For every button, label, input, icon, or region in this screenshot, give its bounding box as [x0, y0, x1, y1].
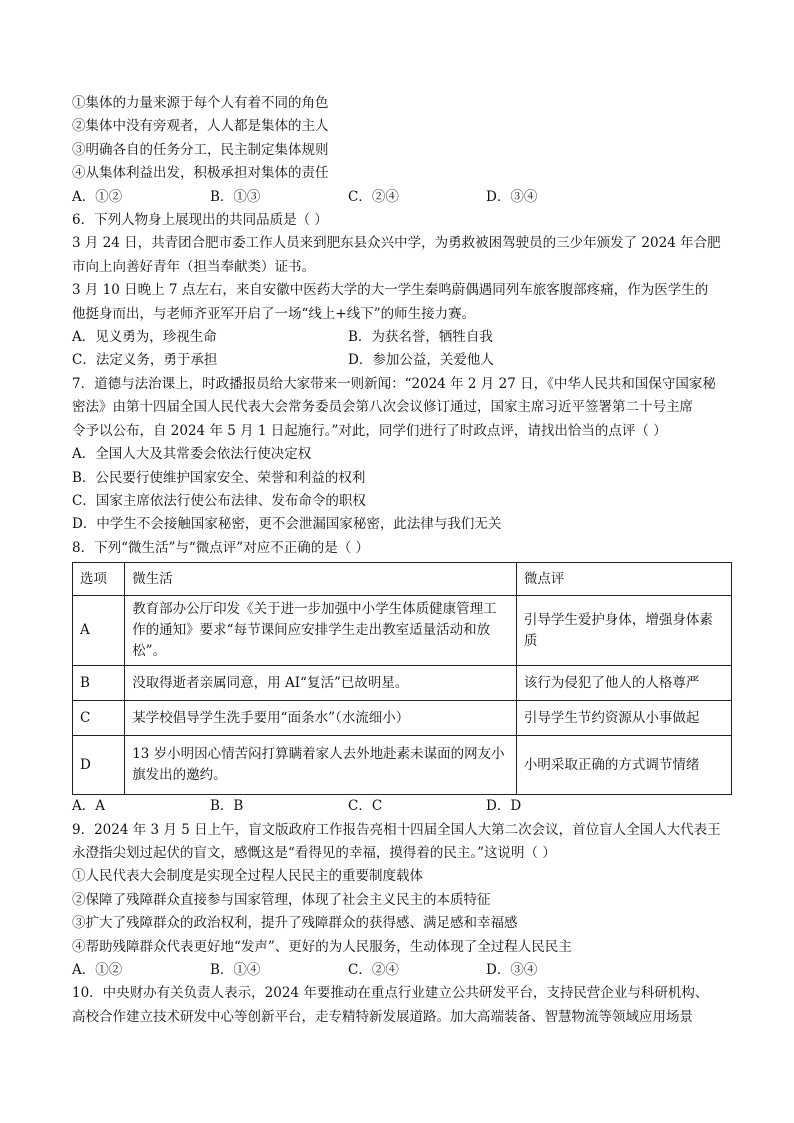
table-row	[73, 666, 732, 701]
q9-line-1: 9．2024 年 3 月 5 日上午，盲文版政府工作报告亮相十四届全国人大第二次会议，首位盲人全国人大代表王	[72, 821, 721, 838]
q5-item-1: ①集体的力量来源于每个人有着不同的角色	[72, 95, 329, 111]
question-8	[72, 537, 732, 819]
q6-options-row-2	[72, 349, 732, 372]
q9-line-2: 永澄指尖划过起伏的盲文，感慨这是“看得见的幸福，摸得着的民主。”这说明（ ）	[72, 844, 556, 861]
q5-item-2: ②集体中没有旁观者，人人都是集体的主人	[72, 118, 329, 135]
row-a-life: 教育部办公厅印发《关于进一步加强中小学生体质健康管理工作的通知》要求“每节课间应安排学生走出教室适量活动和放松”。	[125, 596, 517, 666]
q9-option-a[interactable]: A．①②	[72, 961, 123, 978]
q7-option-a[interactable]: A．全国人大及其常委会依法行使决定权	[72, 446, 312, 463]
q10-line-1: 10．中央财办有关负责人表示，2024 年要推动在重点行业建立公共研发平台，支持民营企业与科研机构、	[72, 985, 709, 1002]
q5-item-4: ④从集体利益出发，积极承担对集体的责任	[72, 165, 329, 182]
q7-line-2: 密法》由第十四届全国人民代表大会常务委员会第八次会议修订通过，国家主席习近平签署第二十号主席	[72, 399, 693, 416]
q9-item-2: ②保障了残障群众直接参与国家管理，体现了社会主义民主的本质特征	[72, 891, 491, 908]
row-a-option: A	[73, 596, 125, 666]
q6-option-b[interactable]: B．为获名誉，牺牲自我	[348, 329, 493, 346]
exam-page	[72, 92, 732, 1029]
row-c-comment: 引导学生节约资源从小事做起	[516, 701, 731, 736]
table-row	[73, 596, 732, 666]
q6-line-2: 市向上向善好青年（担当奉献类）证书。	[72, 258, 315, 275]
q7-option-c[interactable]: C．国家主席依法行使公布法律、发布命令的职权	[72, 492, 366, 509]
question-9	[72, 819, 732, 983]
q7-line-1: 7．道德与法治课上，时政播报员给大家带来一则新闻：“2024 年 2 月 27 日，《中华人民共和国保守国家秘	[72, 375, 716, 392]
row-b-life: 没取得逝者亲属同意，用 AI“复活”已故明星。	[125, 666, 517, 701]
q8-option-d[interactable]: D．D	[486, 798, 522, 815]
q6-line-4: 他挺身而出，与老师齐亚军开启了一场“线上+线下”的师生接力赛。	[72, 305, 476, 322]
q9-item-3: ③扩大了残障群众的政治权利，提升了残障群众的获得感、满足感和幸福感	[72, 915, 518, 932]
q8-table	[72, 562, 732, 795]
row-c-life: 某学校倡导学生洗手要用“面条水”（水流细小）	[125, 701, 517, 736]
q8-option-c[interactable]: C．C	[348, 798, 383, 815]
q6-line-1: 3 月 24 日，共青团合肥市委工作人员来到肥东县众兴中学，为勇救被困驾驶员的三少年颁发了 2024 年合肥	[72, 235, 721, 252]
q5-option-b[interactable]: B．①③	[210, 188, 261, 205]
q5-item-3: ③明确各自的任务分工，民主制定集体规则	[72, 141, 329, 158]
row-c-option: C	[73, 701, 125, 736]
q9-option-d[interactable]: D．③④	[486, 961, 538, 978]
row-b-comment: 该行为侵犯了他人的人格尊严	[516, 666, 731, 701]
q5-option-c[interactable]: C．②④	[348, 188, 399, 205]
q9-option-c[interactable]: C．②④	[348, 961, 399, 978]
q9-options	[72, 959, 732, 982]
q6-stem: 6．下列人物身上展现出的共同品质是（ ）	[72, 212, 328, 229]
question-7	[72, 373, 732, 537]
header-life: 微生活	[125, 563, 517, 596]
q5-option-a[interactable]: A．①②	[72, 188, 123, 205]
table-header-row	[73, 563, 732, 596]
question-5	[72, 92, 732, 209]
question-10	[72, 982, 732, 1029]
question-6	[72, 209, 732, 373]
q6-options-row-1	[72, 326, 732, 349]
row-d-comment: 小明采取正确的方式调节情绪	[516, 736, 731, 795]
q8-options	[72, 795, 732, 818]
table-row	[73, 701, 732, 736]
header-comment: 微点评	[516, 563, 731, 596]
q8-option-a[interactable]: A．A	[72, 798, 105, 815]
header-option: 选项	[73, 563, 125, 596]
row-b-option: B	[73, 666, 125, 701]
q7-option-d[interactable]: D．中学生不会接触国家秘密，更不会泄漏国家秘密，此法律与我们无关	[72, 516, 502, 533]
q8-option-b[interactable]: B．B	[210, 798, 244, 815]
q9-item-4: ④帮助残障群众代表更好地“发声”、更好的为人民服务，生动体现了全过程人民民主	[72, 938, 572, 955]
q7-line-3: 令予以公布，自 2024 年 5 月 1 日起施行。”对此，同学们进行了时政点评，请找出恰当的点评（ ）	[72, 422, 667, 439]
q9-item-1: ①人民代表大会制度是实现全过程人民民主的重要制度载体	[72, 868, 423, 885]
q5-options	[72, 186, 732, 209]
q6-option-d[interactable]: D．参加公益，关爱他人	[348, 352, 494, 369]
q5-option-d[interactable]: D．③④	[486, 188, 538, 205]
q9-option-b[interactable]: B．①④	[210, 961, 261, 978]
q7-option-b[interactable]: B．公民要行使维护国家安全、荣誉和利益的权利	[72, 469, 366, 486]
q8-stem: 8．下列“微生活”与“微点评”对应不正确的是（ ）	[72, 539, 369, 556]
row-d-option: D	[73, 736, 125, 795]
q6-option-c[interactable]: C．法定义务，勇于承担	[72, 352, 218, 369]
q6-option-a[interactable]: A．见义勇为，珍视生命	[72, 329, 217, 346]
table-row	[73, 736, 732, 795]
q10-line-2: 高校合作建立技术研发中心等创新平台，走专精特新发展道路。加大高端装备、智慧物流等领域应用场景	[72, 1008, 693, 1025]
row-d-life: 13 岁小明因心情苦闷打算瞒着家人去外地赴素未谋面的网友小旗发出的邀约。	[125, 736, 517, 795]
row-a-comment: 引导学生爱护身体，增强身体素质	[516, 596, 731, 666]
q6-line-3: 3 月 10 日晚上 7 点左右，来自安徽中医药大学的大一学生秦鸣蔚偶遇同列车旅客腹部疼痛，作为医学生的	[72, 282, 709, 299]
